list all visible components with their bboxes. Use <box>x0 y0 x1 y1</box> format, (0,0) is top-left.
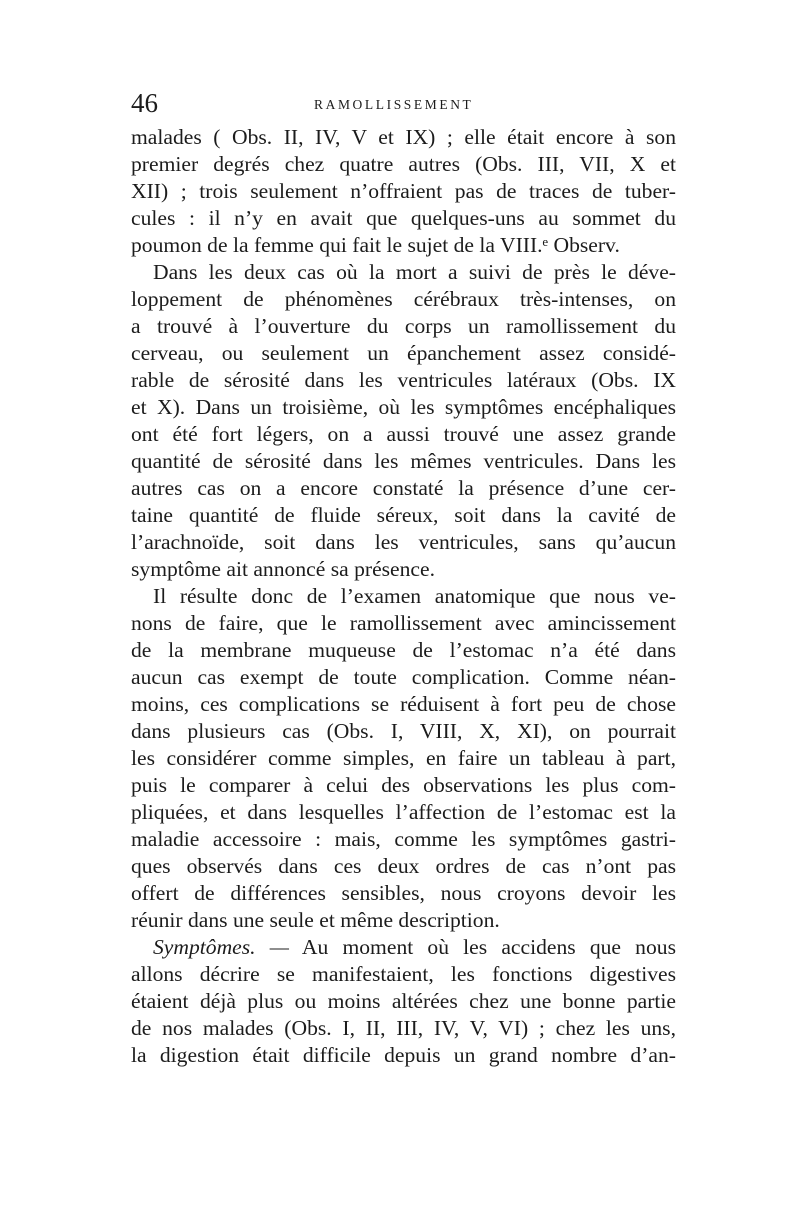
text-run: Au moment où les accidens que nous <box>301 935 676 959</box>
text-line: ques observés dans ces deux ordres de cas n’ont pas <box>131 854 676 878</box>
page-header <box>131 90 676 124</box>
running-title: RAMOLLISSEMENT <box>314 97 474 112</box>
text-line: pliquées, et dans lesquelles l’affection de l’estomac est la <box>131 800 676 824</box>
text-line: symptôme ait annoncé sa présence. <box>131 557 435 581</box>
paragraph-start-line <box>131 934 676 961</box>
text-line: puis le comparer à celui des observations les plus com- <box>131 773 676 797</box>
page-number: 46 <box>131 88 158 118</box>
text-line: réunir dans une seule et même description. <box>131 908 500 932</box>
text-line: la digestion était difficile depuis un grand nombre d’an- <box>131 1043 676 1067</box>
text-line: quantité de sérosité dans les mêmes ventricules. Dans les <box>131 449 676 473</box>
text-line: de la membrane muqueuse de l’estomac n’a été dans <box>131 638 676 662</box>
paragraph-start-line: Il résulte donc de l’examen anatomique que nous ve- <box>153 584 676 608</box>
book-page <box>131 90 676 1069</box>
text-line: autres cas on a encore constaté la présence d’une cer- <box>131 476 676 500</box>
paragraph-start-line: Dans les deux cas où la mort a suivi de près le déve- <box>153 260 676 284</box>
text-line: poumon de la femme qui fait le sujet de la VIII.ᵉ Observ. <box>131 233 620 257</box>
text-line: offert de différences sensibles, nous croyons devoir les <box>131 881 676 905</box>
text-line: l’arachnoïde, soit dans les ventricules, sans qu’aucun <box>131 530 676 554</box>
text-line: les considérer comme simples, en faire un tableau à part, <box>131 746 676 770</box>
text-line: aucun cas exempt de toute complication. Comme néan- <box>131 665 676 689</box>
text-line: nons de faire, que le ramollissement avec amincissement <box>131 611 676 635</box>
text-line: rable de sérosité dans les ventricules latéraux (Obs. IX <box>131 368 676 392</box>
body-text <box>131 124 676 1069</box>
text-line: de nos malades (Obs. I, II, III, IV, V, VI) ; chez les uns, <box>131 1016 676 1040</box>
text-line: XII) ; trois seulement n’offraient pas de traces de tuber- <box>131 179 676 203</box>
text-line: taine quantité de fluide séreux, soit dans la cavité de <box>131 503 676 527</box>
text-line: cules : il n’y en avait que quelques-uns au sommet du <box>131 206 676 230</box>
text-line: allons décrire se manifestaient, les fonctions digestives <box>131 962 676 986</box>
text-line: dans plusieurs cas (Obs. I, VIII, X, XI), on pourrait <box>131 719 676 743</box>
section-heading: Symptômes. — <box>153 935 289 959</box>
text-line: ont été fort légers, on a aussi trouvé une assez grande <box>131 422 676 446</box>
text-line: maladie accessoire : mais, comme les symptômes gastri- <box>131 827 676 851</box>
text-line: et X). Dans un troisième, où les symptômes encéphaliques <box>131 395 676 419</box>
text-line: loppement de phénomènes cérébraux très-intenses, on <box>131 287 676 311</box>
text-line: cerveau, ou seulement un épanchement assez considé- <box>131 341 676 365</box>
text-line: a trouvé à l’ouverture du corps un ramollissement du <box>131 314 676 338</box>
text-line: moins, ces complications se réduisent à fort peu de chose <box>131 692 676 716</box>
text-line: étaient déjà plus ou moins altérées chez une bonne partie <box>131 989 676 1013</box>
text-line: premier degrés chez quatre autres (Obs. III, VII, X et <box>131 152 676 176</box>
text-line: malades ( Obs. II, IV, V et IX) ; elle était encore à son <box>131 125 676 149</box>
